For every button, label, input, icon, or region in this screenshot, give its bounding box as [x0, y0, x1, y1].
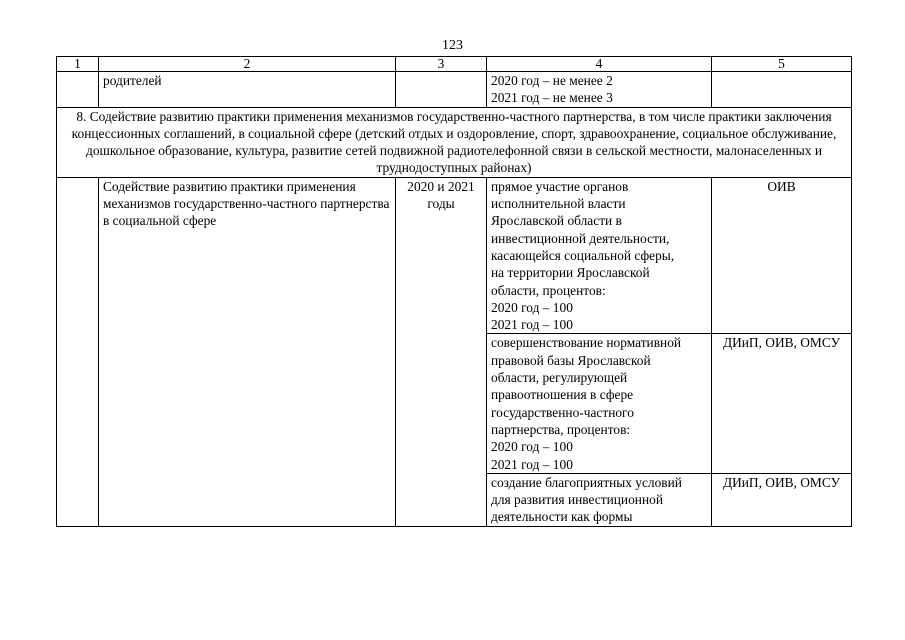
indicator-line: области, процентов:	[491, 282, 606, 298]
measure-name: Содействие развитию практики применения механизмов государственно-частного партнерства в социальной сфере	[99, 177, 396, 526]
indicator-line: Ярославской области в	[491, 213, 622, 229]
page-number: 123	[442, 38, 463, 53]
header-cell-2: 2	[99, 57, 396, 72]
indicator-line: 2021 год – 100	[491, 456, 573, 472]
indicator-cell	[487, 473, 712, 526]
table-row	[57, 177, 852, 334]
indicator-line: на территории Ярославской	[491, 265, 650, 281]
indicator-line: 2020 год – не менее 2	[491, 73, 613, 88]
section-heading: 8. Содействие развитию практики применения механизмов государственно-частного партнерства, в том числе практики заключения концессионных соглашений, в социальной сфере (детский отдых и оздоровление, спорт, здравоохранение, социальное обслуживание, дошкольное образование, культура, развитие сетей подвижной радиотелефонной связи в сельской местности, малонаселенных и труднодоступных районах)	[57, 107, 852, 177]
indicator-cell	[487, 334, 712, 473]
indicator-line: прямое участие органов	[491, 178, 629, 194]
header-cell-1: 1	[57, 57, 99, 72]
responsible-cell: ДИиП, ОИВ, ОМСУ	[712, 473, 852, 526]
table-row	[57, 72, 852, 108]
indicator-line: касающейся социальной сферы,	[491, 247, 675, 263]
indicator-cell	[487, 177, 712, 334]
indicator-line: 2020 год – 100	[491, 299, 573, 315]
indicator-line: инвестиционной деятельности,	[491, 230, 670, 246]
responsible-cell: ОИВ	[712, 177, 852, 334]
header-cell-4: 4	[487, 57, 712, 72]
indicator-line: партнерства, процентов:	[491, 421, 631, 437]
measures-table	[56, 56, 852, 527]
indicator-line: совершенствование нормативной	[491, 335, 682, 351]
indicator-line: области, регулирующей	[491, 370, 628, 386]
indicator-line: исполнительной власти	[491, 196, 626, 212]
header-row	[57, 57, 852, 72]
measure-text-cell: родителей	[99, 72, 396, 108]
section-row	[57, 107, 852, 177]
header-cell-3: 3	[396, 57, 487, 72]
indicator-line: правоотношения в сфере	[491, 387, 634, 403]
indicator-line: 2021 год – 100	[491, 317, 573, 333]
responsible-cell: ДИиП, ОИВ, ОМСУ	[712, 334, 852, 473]
indicator-cell	[487, 72, 712, 108]
indicator-line: создание благоприятных условий	[491, 474, 682, 490]
indicator-line: 2021 год – не менее 3	[491, 90, 613, 106]
indicator-line: правовой базы Ярославской	[491, 352, 651, 368]
header-cell-5: 5	[712, 57, 852, 72]
indicator-line: деятельности как формы	[491, 509, 633, 525]
measure-period: 2020 и 2021 годы	[396, 177, 487, 526]
indicator-line: для развития инвестиционной	[491, 492, 663, 508]
indicator-line: 2020 год – 100	[491, 439, 573, 455]
indicator-line: государственно-частного	[491, 404, 634, 420]
